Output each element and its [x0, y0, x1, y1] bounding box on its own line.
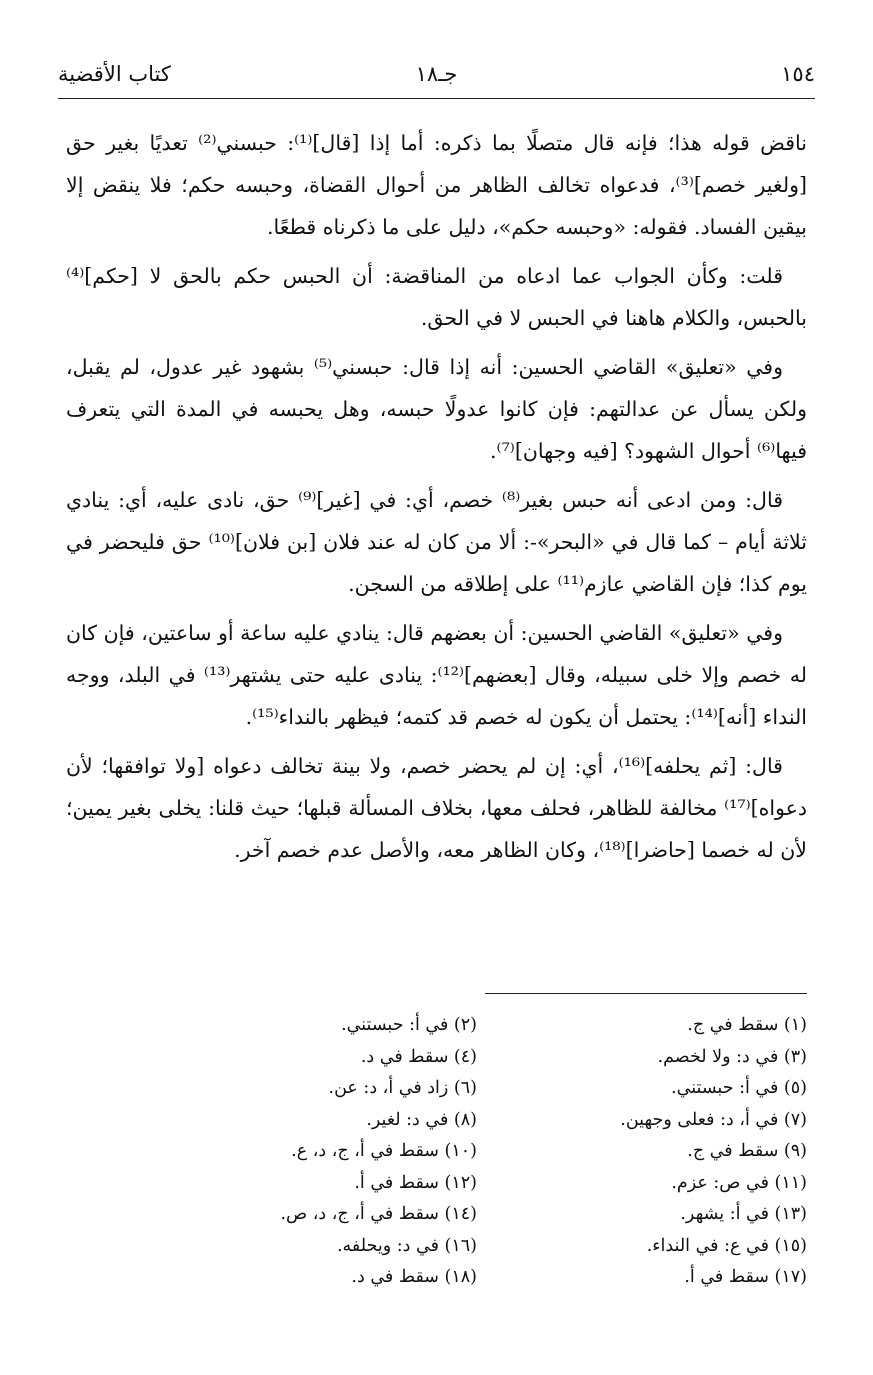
book-title: كتاب الأقضية: [58, 62, 171, 86]
footnote: (٨) في د: لغير.: [366, 1109, 477, 1130]
footnote-column-even: [177, 1010, 477, 1294]
paragraph: ناقض قوله هذا؛ فإنه قال متصلًا بما ذكره: أما إذا [قال]⁽¹⁾: حبسني⁽²⁾ تعديًا بغير حق [ولغير خصم]⁽³⁾، فدعواه تخالف الظاهر من أحوال القضاة، وحبسه حكم؛ فلا ينقض إلا بيقين الفساد. فقوله: «وحبسه حكم»، دليل على ما ذكرناه قطعًا.: [66, 131, 807, 239]
paragraph: وفي «تعليق» القاضي الحسين: أنه إذا قال: حبسني⁽⁵⁾ بشهود غير عدول، لم يقبل، ولكن يسأل عن عدالتهم: فإن كانوا عدولًا حبسه، وهل يحبسه في المدة التي يتعرف فيها⁽⁶⁾ أحوال الشهود؟ [فيه وجهان]⁽⁷⁾.: [66, 355, 807, 463]
footnote: (١٣) في أ: يشهر.: [680, 1204, 807, 1224]
footnote: (٤) سقط في د.: [360, 1046, 477, 1067]
footnote: (١٢) سقط في أ.: [354, 1172, 477, 1193]
footnote: (٣) في د: ولا لخصم.: [657, 1046, 807, 1067]
page-number: ١٥٤: [781, 62, 815, 86]
footnote: (٧) في أ، د: فعلى وجهين.: [620, 1109, 807, 1130]
footnote: (١٤) سقط في أ، ج، د، ص.: [280, 1204, 477, 1224]
paragraph: قال: ومن ادعى أنه حبس بغير⁽⁸⁾ خصم، أي: في [غير]⁽⁹⁾ حق، نادى عليه، أي: ينادي ثلاثة أيام – كما قال في «البحر»-: ألا من كان له عند فلان [بن فلان]⁽¹⁰⁾ حق فليحضر في يوم كذا؛ فإن القاضي عازم⁽¹¹⁾ على إطلاقه من السجن.: [66, 488, 807, 596]
paragraph: قال: [ثم يحلفه]⁽¹⁶⁾، أي: إن لم يحضر خصم، ولا بينة تخالف دعواه [ولا توافقها؛ لأن دعواه]⁽¹⁷⁾ مخالفة للظاهر، فحلف معها، بخلاف المسألة قبلها؛ حيث قلنا: يخلى بغير يمين؛ لأن له خصما [حاضرا]⁽¹⁸⁾، وكان الظاهر معه، والأصل عدم خصم آخر.: [66, 754, 807, 862]
footnote-divider: [485, 993, 807, 994]
footnote: (١١) في ص: عزم.: [671, 1172, 807, 1193]
running-header: [58, 58, 815, 99]
footnote: (٦) زاد في أ، د: عن.: [328, 1078, 477, 1098]
paragraph: قلت: وكأن الجواب عما ادعاه من المناقضة: أن الحبس حكم بالحق لا [حكم]⁽⁴⁾ بالحبس، والكلام هاهنا في الحبس لا في الحق.: [66, 264, 807, 330]
footnote: (١٥) في ع: في النداء.: [646, 1235, 807, 1256]
footnote: (٥) في أ: حبستني.: [671, 1078, 807, 1098]
footnote: (١٨) سقط في د.: [351, 1267, 477, 1287]
footnote: (١٠) سقط في أ، ج، د، ع.: [291, 1141, 477, 1161]
footnote-column-odd: [507, 1010, 807, 1294]
footnote: (١) سقط في ج.: [687, 1015, 807, 1035]
paragraph: وفي «تعليق» القاضي الحسين: أن بعضهم قال: ينادي عليه ساعة أو ساعتين، فإن كان له خصم وإلا خلى سبيله، وقال [بعضهم]⁽¹²⁾: ينادى عليه حتى يشتهر⁽¹³⁾ في البلد، ووجه النداء [أنه]⁽¹⁴⁾: يحتمل أن يكون له خصم قد كتمه؛ فيظهر بالنداء⁽¹⁵⁾.: [66, 621, 808, 729]
footnote: (١٦) في د: ويحلفه.: [336, 1235, 477, 1256]
footnote: (٢) في أ: حبستني.: [341, 1015, 477, 1035]
footnote: (١٧) سقط في أ.: [684, 1267, 807, 1287]
footnote: (٩) سقط في ج.: [687, 1141, 807, 1161]
volume-label: جـ١٨: [415, 62, 458, 86]
main-text: [66, 122, 807, 878]
